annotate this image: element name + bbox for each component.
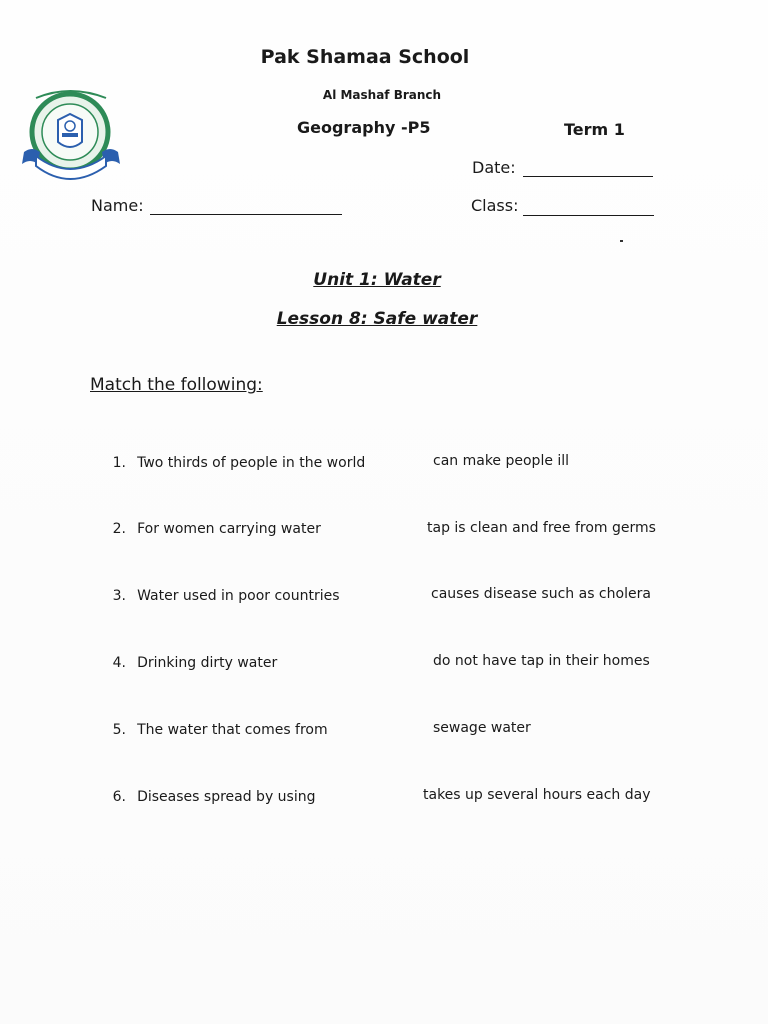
question-text: Diseases spread by using bbox=[137, 789, 316, 805]
school-name: Pak Shamaa School bbox=[260, 46, 470, 68]
answer-item: can make people ill bbox=[433, 453, 570, 469]
question-number: 2. bbox=[112, 521, 126, 537]
question-number: 4. bbox=[112, 655, 126, 671]
question-item bbox=[104, 452, 365, 471]
branch-name: Al Mashaf Branch bbox=[322, 88, 442, 102]
question-text: For women carrying water bbox=[137, 521, 321, 537]
subject-title: Geography -P5 bbox=[297, 118, 431, 137]
question-item bbox=[104, 585, 340, 604]
lesson-title: Lesson 8: Safe water bbox=[276, 309, 478, 329]
question-text: Two thirds of people in the world bbox=[137, 455, 366, 471]
question-item bbox=[104, 518, 321, 537]
question-item bbox=[104, 719, 328, 738]
date-label: Date: bbox=[472, 158, 516, 177]
question-number: 1. bbox=[112, 455, 126, 471]
answer-item: tap is clean and free from germs bbox=[427, 520, 656, 536]
unit-title: Unit 1: Water bbox=[313, 270, 441, 290]
question-number: 6. bbox=[112, 789, 126, 805]
answer-item: takes up several hours each day bbox=[423, 787, 651, 803]
answer-item: do not have tap in their homes bbox=[433, 653, 650, 669]
answer-item: sewage water bbox=[433, 720, 531, 736]
question-text: Water used in poor countries bbox=[137, 588, 340, 604]
scan-speck bbox=[620, 240, 623, 242]
name-field[interactable] bbox=[150, 214, 342, 215]
question-item bbox=[104, 786, 316, 805]
exercise-instruction: Match the following: bbox=[90, 375, 263, 395]
answer-item: causes disease such as cholera bbox=[431, 586, 651, 602]
date-field[interactable] bbox=[523, 176, 653, 177]
name-label: Name: bbox=[91, 196, 144, 215]
question-text: Drinking dirty water bbox=[137, 655, 278, 671]
question-item bbox=[104, 652, 277, 671]
question-number: 3. bbox=[112, 588, 126, 604]
class-label: Class: bbox=[471, 196, 519, 215]
question-text: The water that comes from bbox=[137, 722, 328, 738]
question-number: 5. bbox=[112, 722, 126, 738]
term-label: Term 1 bbox=[564, 120, 625, 139]
class-field[interactable] bbox=[523, 215, 654, 216]
